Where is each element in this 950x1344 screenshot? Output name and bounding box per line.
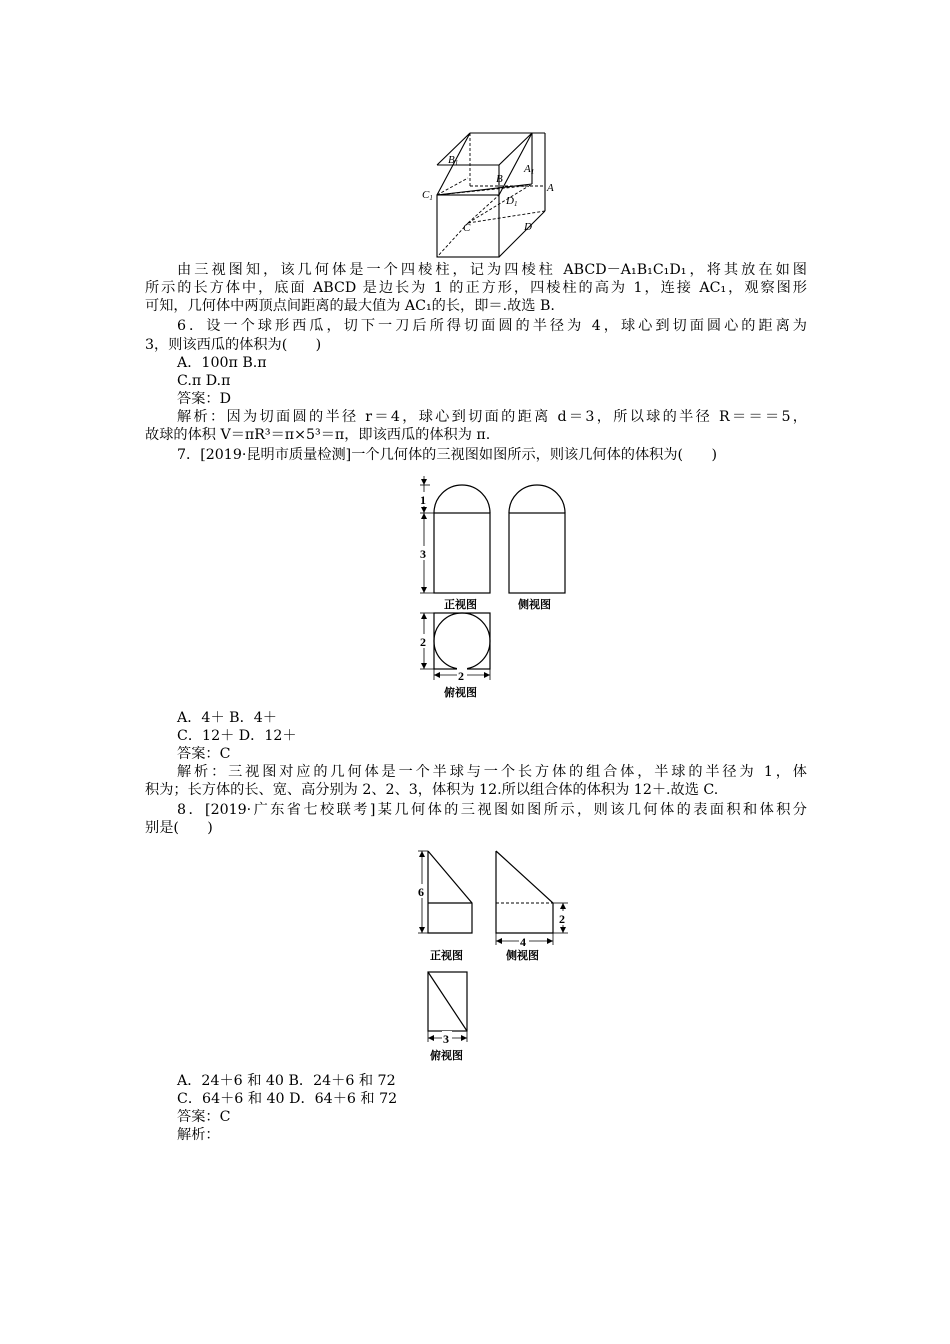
label-c1: C1: [422, 189, 433, 202]
q7-label-side: 侧视图: [518, 599, 551, 611]
q6-stem-line-2: 3，则该西瓜的体积为( ): [145, 337, 322, 353]
q7-options-cd: C．12＋ D．12＋: [177, 728, 297, 744]
q6-options-cd: C.π D.π: [177, 373, 231, 389]
q8-label-top: 俯视图: [430, 1050, 463, 1062]
figure-prism-box: [420, 126, 570, 261]
q7-dim-top: 1: [420, 493, 426, 507]
label-d: D: [524, 221, 532, 233]
q8-label-side: 侧视图: [506, 950, 539, 962]
label-c: C: [463, 222, 471, 234]
q6-explanation-line-2: 故球的体积 V＝πR³＝π×5³＝π，即该西瓜的体积为 π.: [145, 427, 491, 443]
q8-options-cd: C．64＋6 和 40 D．64＋6 和 72: [177, 1091, 398, 1107]
q7-dim-bottom: 2: [458, 669, 464, 683]
q7-label-front: 正视图: [444, 599, 477, 611]
label-a: A: [547, 182, 554, 194]
q5-explanation-line-1: 由三视图知，该几何体是一个四棱柱，记为四棱柱 ABCD－A₁B₁C₁D₁，将其放在如图: [177, 262, 807, 278]
q8-dim-bottom: 3: [443, 1032, 449, 1046]
q8-label-front: 正视图: [430, 950, 463, 962]
label-b: B: [496, 173, 503, 185]
q8-explanation: 解析：: [177, 1127, 220, 1143]
figure-q7-three-views: [410, 470, 600, 710]
figure-q8-three-views: [408, 845, 593, 1070]
q7-explanation-line-1: 解析：三视图对应的几何体是一个半球与一个长方体的组合体，半球的半径为 1，体: [177, 764, 807, 780]
q7-stem: 7．[2019·昆明市质量检测]一个几何体的三视图如图所示，则该几何体的体积为( ): [177, 447, 717, 463]
label-b1: B1: [448, 154, 459, 167]
label-d1: D1: [506, 195, 518, 208]
q8-dim-right: 2: [559, 912, 565, 926]
q7-answer: 答案：C: [177, 746, 231, 762]
q6-stem-line-1: 6．设一个球形西瓜，切下一刀后所得切面圆的半径为 4，球心到切面圆心的距离为: [177, 318, 807, 334]
q8-options-ab: A．24＋6 和 40 B．24＋6 和 72: [177, 1073, 396, 1089]
q6-answer: 答案：D: [177, 391, 231, 407]
q7-label-top: 俯视图: [444, 687, 477, 699]
q8-stem-line-1: 8．[2019·广东省七校联考]某几何体的三视图如图所示，则该几何体的表面积和体积分: [177, 802, 807, 818]
q8-answer: 答案：C: [177, 1109, 231, 1125]
q8-dim-width: 4: [520, 935, 526, 949]
q6-options-ab: A．100π B.π: [177, 355, 267, 371]
q7-options-ab: A．4＋ B．4＋: [177, 710, 277, 726]
q7-explanation-line-2: 积为；长方体的长、宽、高分别为 2、2、3，体积为 12.所以组合体的体积为 12＋.故选 C.: [145, 782, 719, 798]
q5-explanation-line-2: 所示的长方体中，底面 ABCD 是边长为 1 的正方形，四棱柱的高为 1，连接 AC₁，观察图形: [145, 280, 807, 296]
q6-explanation-line-1: 解析：因为切面圆的半径 r＝4，球心到切面的距离 d＝3，所以球的半径 R＝＝＝5，: [177, 409, 807, 425]
q7-dim-mid: 3: [420, 547, 426, 561]
q5-explanation-line-3: 可知，几何体中两顶点间距离的最大值为 AC₁的长，即＝.故选 B.: [145, 298, 555, 314]
label-a1: A1: [524, 163, 535, 176]
q8-dim-height: 6: [418, 885, 424, 899]
q7-dim-left: 2: [420, 635, 426, 649]
q8-stem-line-2: 别是( ): [145, 820, 213, 836]
